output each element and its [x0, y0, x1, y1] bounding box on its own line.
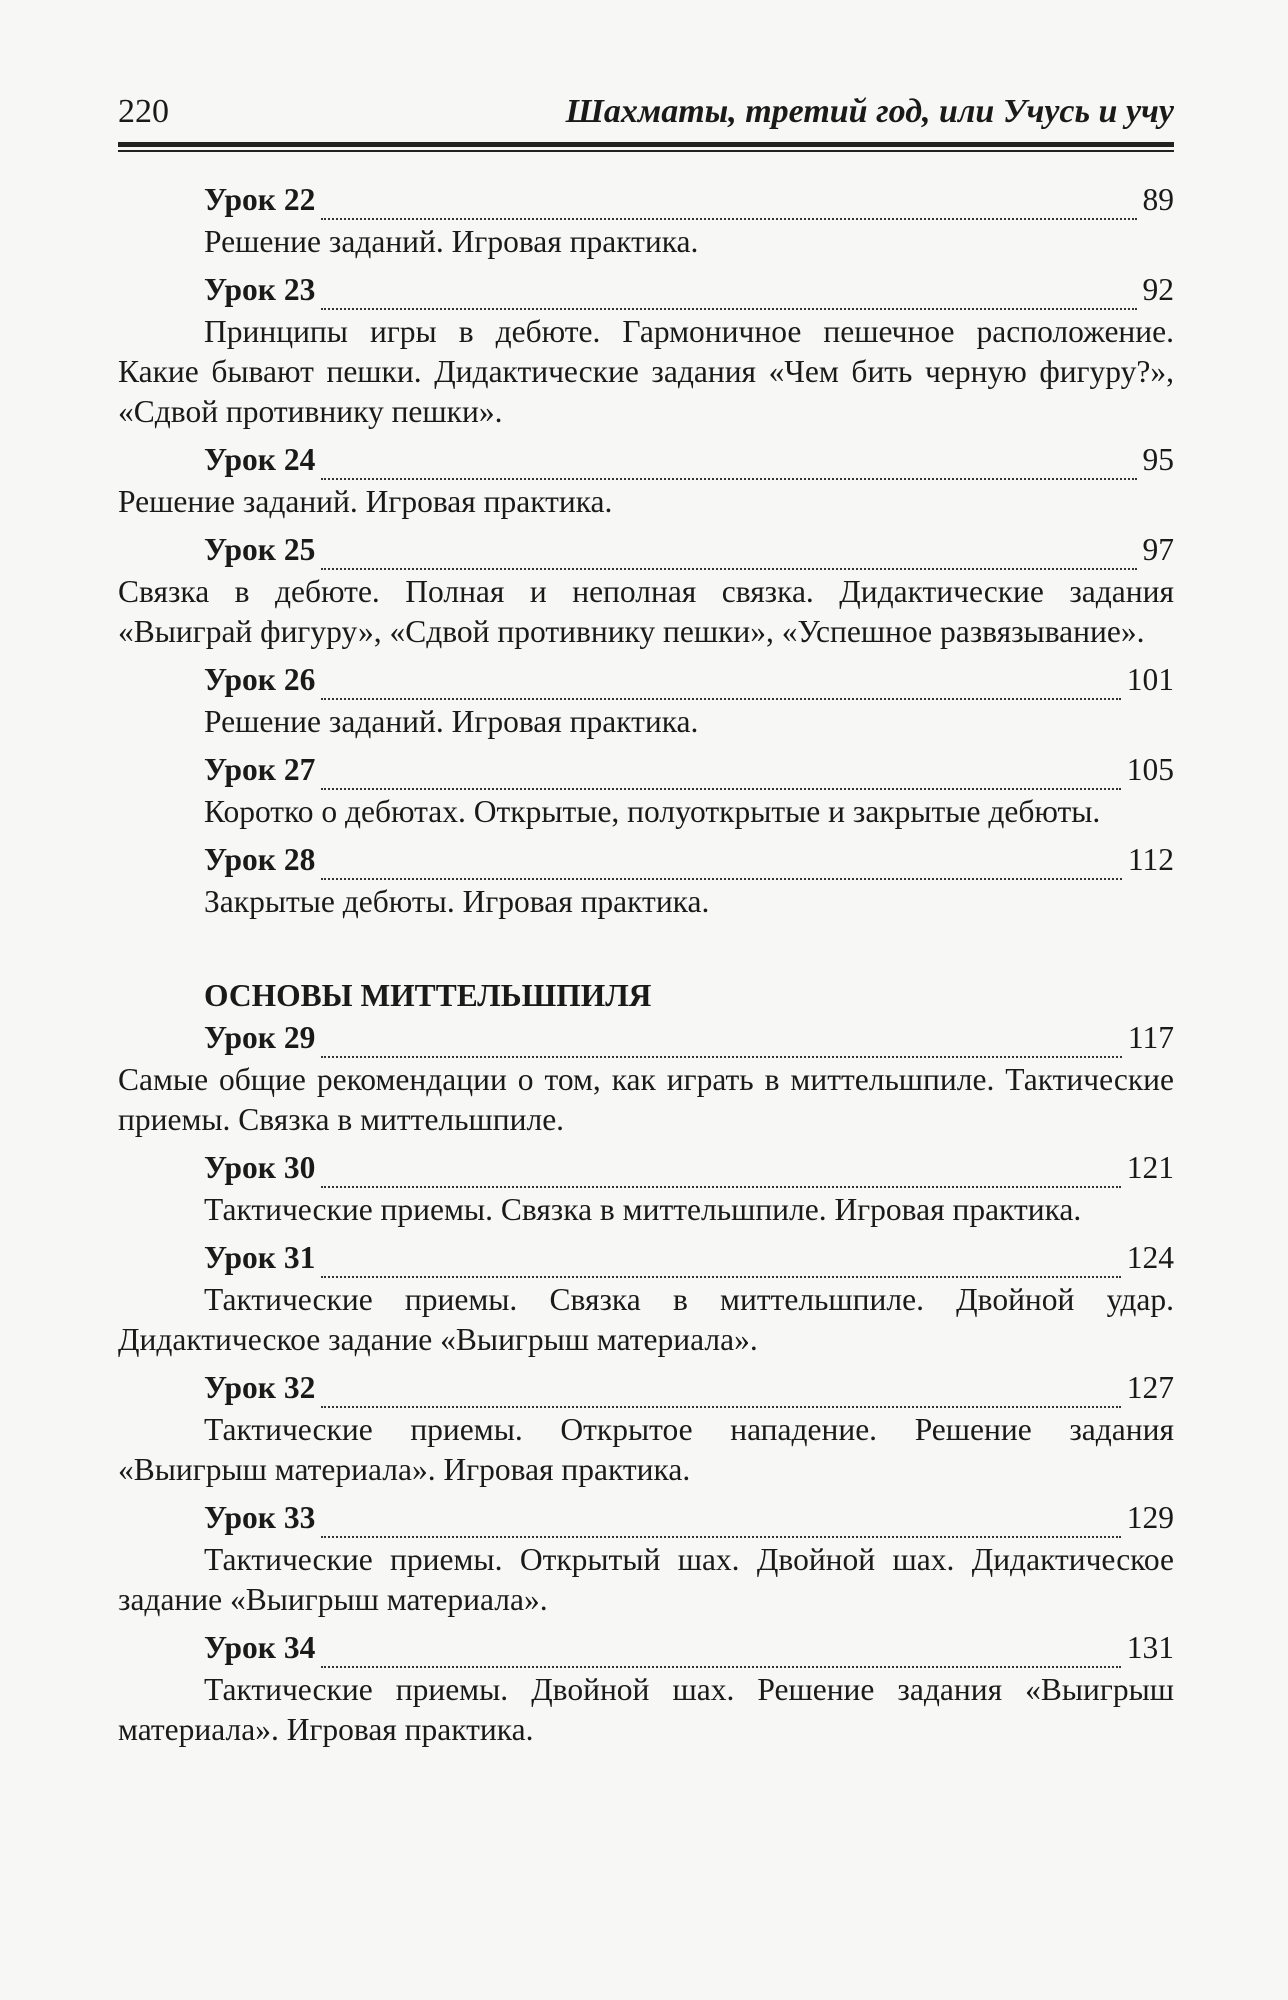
lesson-line — [118, 660, 1174, 702]
lesson-title: Урок 34 — [204, 1630, 316, 1665]
lesson-line — [118, 1368, 1174, 1410]
header-rule-thick — [118, 142, 1174, 147]
lesson-title: Урок 33 — [204, 1500, 316, 1535]
lesson-description: Решение заданий. Игровая практика. — [118, 484, 613, 519]
section-title: ОСНОВЫ МИТТЕЛЬШПИЛЯ — [204, 978, 652, 1013]
dot-leader — [321, 766, 1120, 790]
toc-entry — [118, 270, 1174, 440]
lesson-page-number: 92 — [1142, 272, 1174, 307]
lesson-page-number: 101 — [1126, 662, 1174, 697]
dot-leader — [321, 546, 1136, 570]
lesson-line — [118, 840, 1174, 882]
lesson-description: Тактические приемы. Связка в миттельшпиле. Игровая практика. — [204, 1192, 1082, 1227]
toc-entry — [118, 840, 1174, 930]
toc-entry — [118, 660, 1174, 750]
page-number: 220 — [118, 93, 169, 130]
lesson-title: Урок 22 — [204, 182, 316, 217]
lesson-page-number: 95 — [1142, 442, 1174, 477]
lesson-title: Урок 28 — [204, 842, 316, 877]
lesson-description: Самые общие рекомендации о том, как играть в миттельшпиле. Тактические приемы. Связка в миттельшпиле. — [118, 1062, 1174, 1137]
lesson-page-number: 97 — [1142, 532, 1174, 567]
lesson-line — [118, 1018, 1174, 1060]
lesson-line — [118, 1628, 1174, 1670]
running-title: Шахматы, третий год, или Учусь и учу — [565, 93, 1174, 130]
lesson-title: Урок 23 — [204, 272, 316, 307]
page-header — [118, 92, 1174, 142]
toc-entry — [118, 1148, 1174, 1238]
toc-entry — [118, 440, 1174, 530]
dot-leader — [321, 1384, 1120, 1408]
dot-leader — [321, 676, 1120, 700]
lesson-description: Тактические приемы. Двойной шах. Решение задания «Выигрыш материала». Игровая практика. — [118, 1672, 1174, 1747]
dot-leader — [321, 1254, 1120, 1278]
lesson-title: Урок 25 — [204, 532, 316, 567]
dot-leader — [321, 1644, 1120, 1668]
lesson-description: Тактические приемы. Открытое нападение. Решение задания «Выигрыш материала». Игровая практика. — [118, 1412, 1174, 1487]
toc-entry — [118, 1498, 1174, 1628]
lesson-line — [118, 270, 1174, 312]
dot-leader — [321, 286, 1136, 310]
lesson-line — [118, 750, 1174, 792]
toc-group-middlegame — [118, 1018, 1174, 1758]
toc-entry — [118, 1238, 1174, 1368]
toc-entry — [118, 1018, 1174, 1148]
table-of-contents — [118, 180, 1174, 1758]
lesson-line — [118, 530, 1174, 572]
lesson-page-number: 121 — [1126, 1150, 1174, 1185]
toc-entry — [118, 750, 1174, 840]
lesson-title: Урок 30 — [204, 1150, 316, 1185]
lesson-line — [118, 180, 1174, 222]
lesson-description: Тактические приемы. Связка в миттельшпиле. Двойной удар. Дидактическое задание «Выигрыш материала». — [118, 1282, 1174, 1357]
header-rule-thin — [118, 150, 1174, 152]
dot-leader — [321, 1164, 1120, 1188]
lesson-line — [118, 440, 1174, 482]
lesson-description: Закрытые дебюты. Игровая практика. — [204, 884, 710, 919]
dot-leader — [321, 1034, 1122, 1058]
lesson-description: Коротко о дебютах. Открытые, полуоткрытые и закрытые дебюты. — [204, 794, 1101, 829]
toc-entry — [118, 180, 1174, 270]
toc-entry — [118, 1368, 1174, 1498]
lesson-page-number: 131 — [1126, 1630, 1174, 1665]
lesson-line — [118, 1498, 1174, 1540]
dot-leader — [321, 1514, 1120, 1538]
lesson-title: Урок 24 — [204, 442, 316, 477]
lesson-line — [118, 1238, 1174, 1280]
lesson-page-number: 124 — [1126, 1240, 1174, 1275]
lesson-page-number: 112 — [1127, 842, 1174, 877]
lesson-title: Урок 26 — [204, 662, 316, 697]
lesson-title: Урок 27 — [204, 752, 316, 787]
lesson-title: Урок 31 — [204, 1240, 316, 1275]
dot-leader — [321, 196, 1136, 220]
dot-leader — [321, 456, 1136, 480]
lesson-description: Решение заданий. Игровая практика. — [204, 704, 699, 739]
lesson-page-number: 105 — [1126, 752, 1174, 787]
lesson-page-number: 89 — [1142, 182, 1174, 217]
lesson-description: Решение заданий. Игровая практика. — [204, 224, 699, 259]
lesson-description: Связка в дебюте. Полная и неполная связка. Дидактические задания «Выиграй фигуру», «Сдвой противнику пешки», «Успешное развязывание». — [118, 574, 1174, 649]
lesson-page-number: 129 — [1126, 1500, 1174, 1535]
toc-group-openings — [118, 180, 1174, 930]
lesson-title: Урок 29 — [204, 1020, 316, 1055]
dot-leader — [321, 856, 1122, 880]
toc-entry — [118, 530, 1174, 660]
lesson-description: Тактические приемы. Открытый шах. Двойной шах. Дидактическое задание «Выигрыш материала». — [118, 1542, 1174, 1617]
lesson-line — [118, 1148, 1174, 1190]
lesson-page-number: 117 — [1127, 1020, 1174, 1055]
lesson-page-number: 127 — [1126, 1370, 1174, 1405]
lesson-title: Урок 32 — [204, 1370, 316, 1405]
toc-entry — [118, 1628, 1174, 1758]
lesson-description: Принципы игры в дебюте. Гармоничное пешечное расположение. Какие бывают пешки. Дидактические задания «Чем бить черную фигуру?», «Сдвой противнику пешки». — [118, 314, 1174, 429]
